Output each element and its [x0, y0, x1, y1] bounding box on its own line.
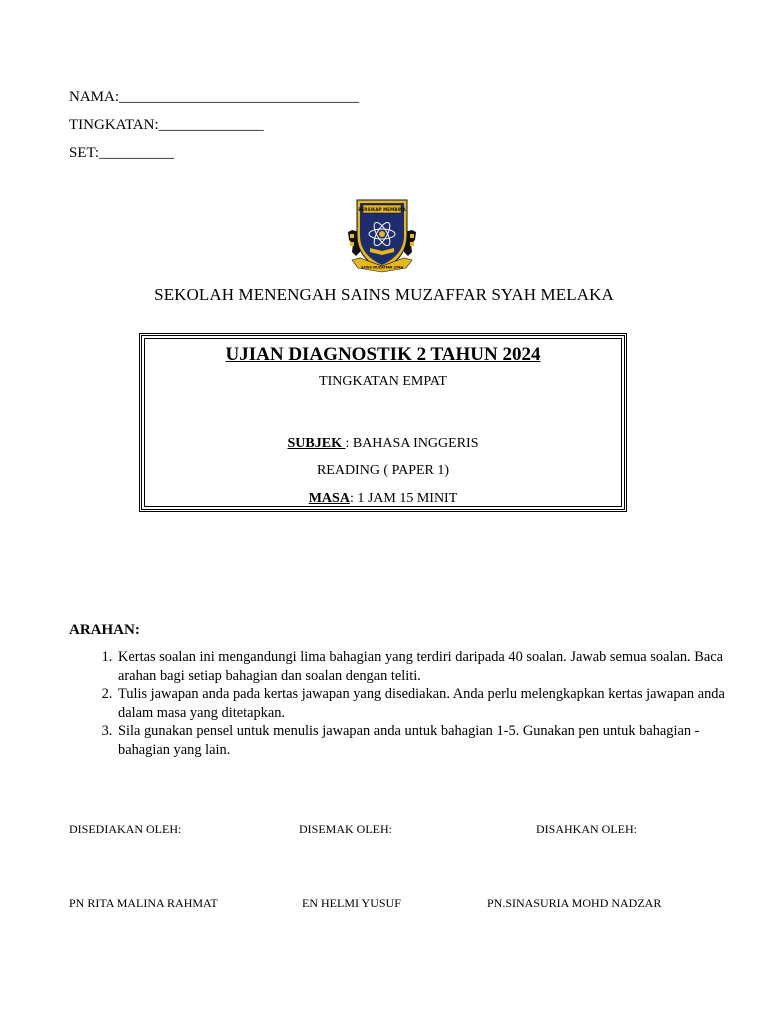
form-field[interactable]: TINGKATAN:______________: [69, 117, 264, 133]
svg-text:SAINS MUZAFFAR SYAH: SAINS MUZAFFAR SYAH: [360, 265, 404, 270]
instruction-item: 1. Kertas soalan ini mengandungi lima bahagian yang terdiri daripada 40 soalan. Jawab semua soalan. Baca arahan bagi setiap bahagian dan soalan dengan teliti.: [116, 648, 746, 685]
exam-info-box: [139, 333, 627, 512]
subject-label: SUBJEK: [287, 436, 346, 451]
time-value: : 1 JAM 15 MINIT: [349, 491, 458, 506]
exam-paper: READING ( PAPER 1): [316, 463, 450, 478]
instruction-item: 3. Sila gunakan pensel untuk menulis jawapan anda untuk bahagian 1-5. Gunakan pen untuk bahagian -bahagian yang lain.: [116, 722, 746, 759]
instructions-list: [69, 648, 746, 759]
approved-by-name: PN.SINASURIA MOHD NADZAR: [487, 896, 662, 910]
name-field[interactable]: NAMA:________________________________: [69, 89, 360, 105]
exam-subject: [142, 436, 624, 452]
subject-value: : BAHASA INGGERIS: [345, 436, 479, 451]
checked-by-label: DISEMAK OLEH:: [299, 822, 392, 836]
exam-title: UJIAN DIAGNOSTIK 2 TAHUN 2024: [225, 344, 541, 365]
approved-by-label: DISAHKAN OLEH:: [536, 822, 637, 836]
checked-by-name: EN HELMI YUSUF: [302, 896, 401, 910]
set-field[interactable]: SET:__________: [69, 145, 175, 161]
instructions-heading: ARAHAN:: [69, 622, 140, 638]
exam-duration: [142, 491, 624, 507]
prepared-by-label: DISEDIAKAN OLEH:: [69, 822, 182, 836]
instruction-item: 2. Tulis jawapan anda pada kertas jawapan yang disediakan. Anda perlu melengkapkan kertas jawapan anda dalam masa yang ditetapkan.: [116, 685, 746, 722]
school-crest-logo: [346, 196, 418, 274]
prepared-by-name: PN RITA MALINA RAHMAT: [69, 896, 218, 910]
school-name: SEKOLAH MENENGAH SAINS MUZAFFAR SYAH MELAKA: [154, 285, 614, 304]
exam-level: TINGKATAN EMPAT: [319, 374, 447, 389]
svg-text:BERSIKAP MEMBINA: BERSIKAP MEMBINA: [358, 207, 406, 212]
time-label: MASA: [308, 491, 350, 506]
